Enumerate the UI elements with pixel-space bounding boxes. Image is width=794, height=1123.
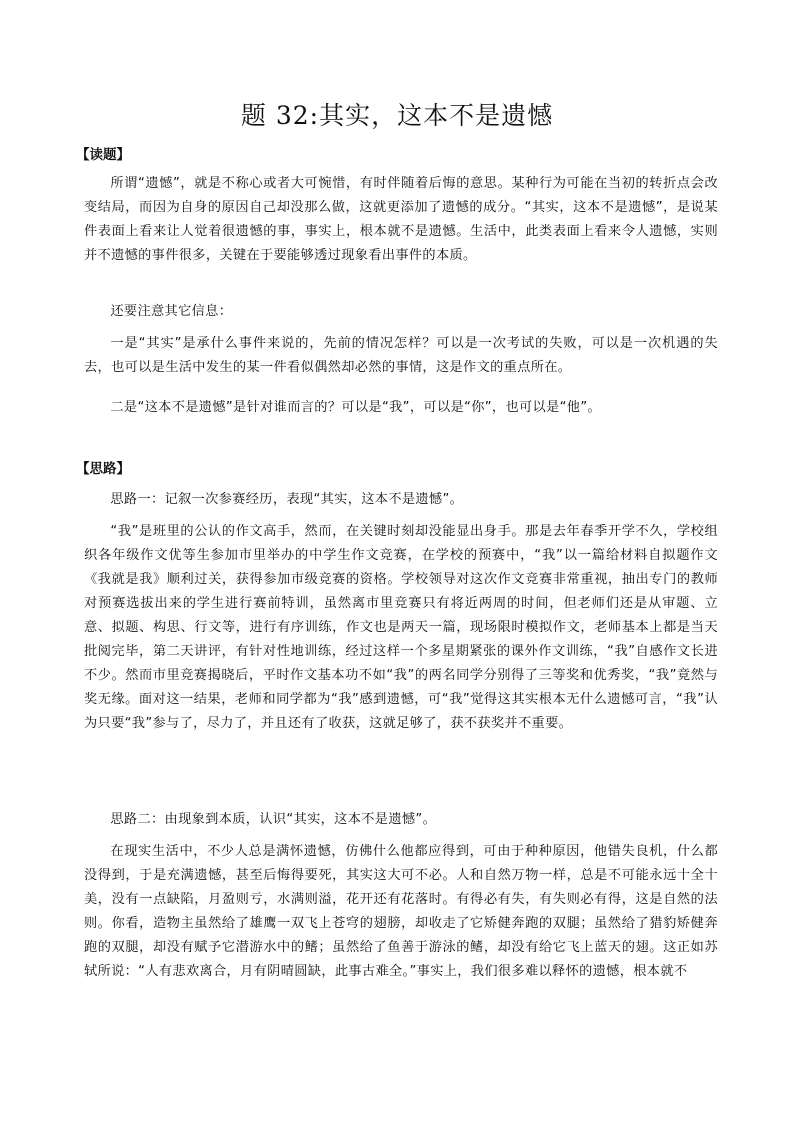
think-paragraph-4: 在现实生活中，不少人总是满怀遗憾，仿佛什么他都应得到，可由于种种原因，他错失良机，什么都没得到，于是充满遗憾，甚至后悔得要死，其实这大可不必。人和自然万物一样，总是不可能永远十全十美，没有一点缺陷，月盈则亏，水满则溢，花开还有花落时。有得必有失，有失则必有得，这是自然的法则。你看，造物主虽然给了雄鹰一双飞上苍穹的翅膀，却收走了它矫健奔跑的双腿；虽然给了猎豹矫健奔跑的双腿，却没有赋予它潜游水中的鳍；虽然给了鱼善于游泳的鳍，却没有给它飞上蓝天的翅。这正如苏轼所说：“人有悲欢离合，月有阴晴圆缺，此事古难全。”事实上，我们很多难以释怀的遗憾，根本就不	[84, 844, 718, 979]
read-paragraph-1: 所谓“遗憾”，就是不称心或者大可惋惜，有时伴随着后悔的意思。某种行为可能在当初的转折点会改变结局，而因为自身的原因自己却没那么做，这就更添加了遗憾的成分。“其实，这本不是遗憾”，是说某件表面上看来让人觉着很遗憾的事，事实上，根本就不是遗憾。生活中，此类表面上看来令人遗憾，实则并不遗憾的事件很多，关键在于要能够透过现象看出事件的本质。	[84, 176, 718, 263]
think-paragraph-3: 思路二：由现象到本质，认识“其实，这本不是遗憾”。	[110, 812, 437, 827]
read-paragraph-2: 还要注意其它信息：	[110, 304, 233, 319]
section-label-read: 【读题】	[76, 147, 130, 163]
read-paragraph-4: 二是“这本不是遗憾”是针对谁而言的？可以是“我”，可以是“你”，也可以是“他”。	[110, 400, 602, 415]
read-paragraph-3: 一是“其实”是承什么事件来说的，先前的情况怎样？可以是一次考试的失败，可以是一次机遇的失去，也可以是生活中发生的某一件看似偶然却必然的事情，这是作文的重点所在。	[84, 336, 718, 375]
think-paragraph-2: “我”是班里的公认的作文高手，然而，在关键时刻却没能显出身手。那是去年春季开学不久，学校组织各年级作文优等生参加市里举办的中学生作文竞赛，在学校的预赛中，“我”以一篇给材料自拟题作文《我就是我》顺利过关，获得参加市级竞赛的资格。学校领导对这次作文竞赛非常重视，抽出专门的教师对预赛选拔出来的学生进行赛前特训，虽然离市里竞赛只有将近两周的时间，但老师们还是从审题、立意、拟题、构思、行文等，进行有序训练，作文也是两天一篇，现场限时模拟作文，老师基本上都是当天批阅完毕，第二天讲评，有针对性地训练，经过这样一个多星期紧张的课外作文训练，“我”自感作文长进不少。然而市里竞赛揭晓后，平时作文基本功不如“我”的两名同学分别得了三等奖和优秀奖，“我”竟然与奖无缘。面对这一结果，老师和同学都为“我”感到遗憾，可“我”觉得这其实根本无什么遗憾可言，“我”认为只要“我”参与了，尽力了，并且还有了收获，这就足够了，获不获奖并不重要。	[84, 524, 718, 731]
page-title: 题 32:其实，这本不是遗憾	[240, 101, 554, 130]
section-label-think: 【思路】	[76, 461, 130, 477]
think-paragraph-1: 思路一：记叙一次参赛经历，表现“其实，这本不是遗憾”。	[110, 492, 464, 507]
